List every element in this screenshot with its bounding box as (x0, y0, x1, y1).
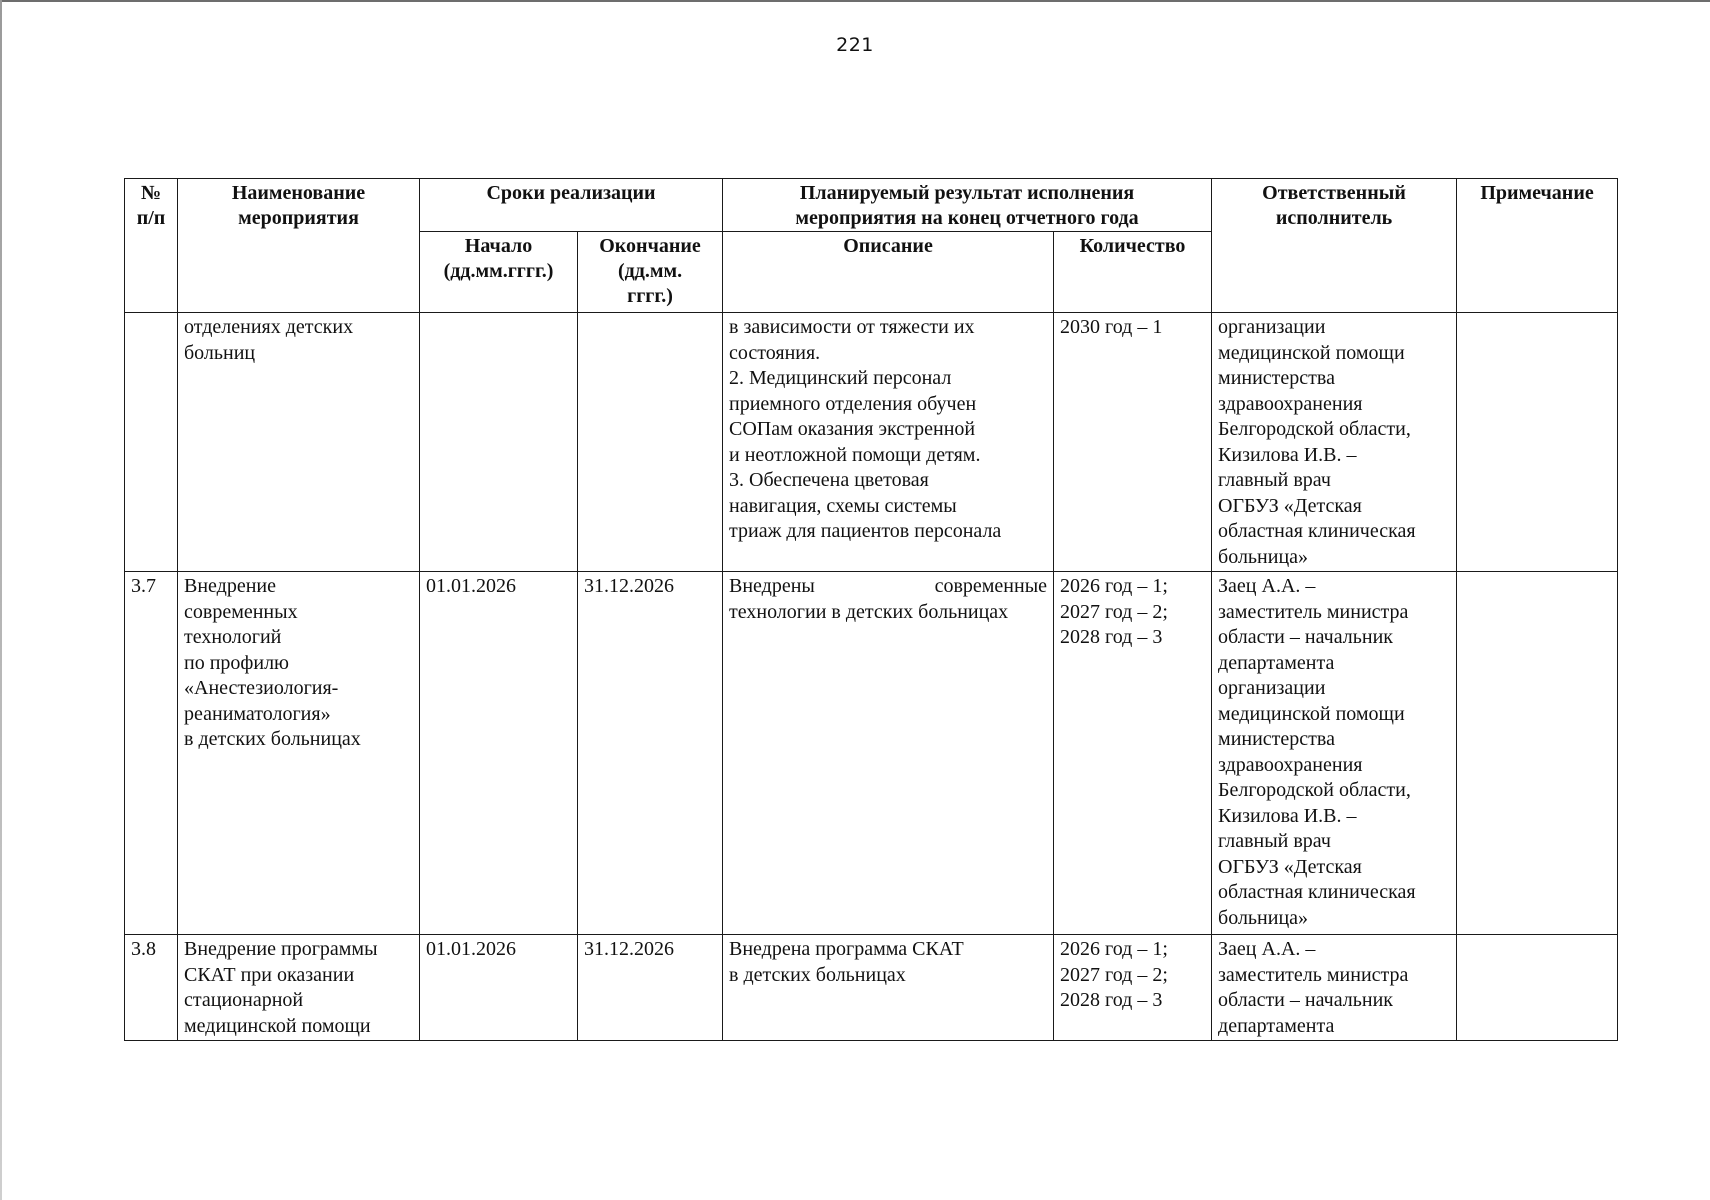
description-second-line: технологии в детских больницах (729, 600, 1009, 623)
cell-quantity: 2026 год – 1; 2027 год – 2; 2028 год – 3 (1054, 572, 1212, 935)
cell-end: 31.12.2026 (578, 935, 723, 1041)
cell-note (1457, 935, 1618, 1041)
table-row (125, 313, 1618, 572)
cell-note (1457, 313, 1618, 572)
header-start: Начало (дд.мм.гггг.) (420, 232, 578, 313)
cell-responsible: организации медицинской помощи министерства здравоохранения Белгородской области, Кизилова И.В. – главный врач ОГБУЗ «Детская областная клиническая больница» (1212, 313, 1457, 572)
cell-start (420, 313, 578, 572)
cell-description: в зависимости от тяжести их состояния. 2. Медицинский персонал приемного отделения обучен СОПам оказания экстренной и неотложной помощи детям. 3. Обеспечена цветовая навигация, схемы системы триаж для пациентов персонала (723, 313, 1054, 572)
header-row-1 (125, 179, 1618, 232)
plan-table (124, 178, 1618, 1041)
cell-responsible: Заец А.А. – заместитель министра области – начальник департамента организации медицинской помощи министерства здравоохранения Белгородской области, Кизилова И.В. – главный врач ОГБУЗ «Детская областная клиническая больница» (1212, 572, 1457, 935)
cell-description (723, 572, 1054, 935)
cell-quantity: 2026 год – 1; 2027 год – 2; 2028 год – 3 (1054, 935, 1212, 1041)
cell-num: 3.8 (125, 935, 178, 1041)
cell-start: 01.01.2026 (420, 572, 578, 935)
table-row (125, 572, 1618, 935)
header-quantity: Количество (1054, 232, 1212, 313)
page-number: 221 (836, 34, 874, 56)
cell-description: Внедрена программа СКАТ в детских больницах (723, 935, 1054, 1041)
header-responsible: Ответственный исполнитель (1212, 179, 1457, 313)
cell-name: Внедрение современных технологий по профилю «Анестезиология- реаниматология» в детских больницах (178, 572, 420, 935)
header-description: Описание (723, 232, 1054, 313)
cell-end: 31.12.2026 (578, 572, 723, 935)
header-end: Окончание (дд.мм. гггг.) (578, 232, 723, 313)
header-note: Примечание (1457, 179, 1618, 313)
scan-edge-left (0, 0, 2, 1200)
cell-num: 3.7 (125, 572, 178, 935)
cell-num (125, 313, 178, 572)
cell-quantity: 2030 год – 1 (1054, 313, 1212, 572)
description-word: Внедрены (729, 575, 815, 597)
cell-name: отделениях детских больниц (178, 313, 420, 572)
description-word: современные (934, 575, 1048, 597)
cell-name: Внедрение программы СКАТ при оказании стационарной медицинской помощи (178, 935, 420, 1041)
header-name: Наименование мероприятия (178, 179, 420, 313)
cell-responsible: Заец А.А. – заместитель министра области – начальник департамента (1212, 935, 1457, 1041)
header-result: Планируемый результат исполнения мероприятия на конец отчетного года (723, 179, 1212, 232)
scan-edge-top (0, 0, 1710, 2)
header-num: № п/п (125, 179, 178, 313)
table-row (125, 935, 1618, 1041)
description-first-line (729, 574, 1047, 600)
header-terms: Сроки реализации (420, 179, 723, 232)
cell-end (578, 313, 723, 572)
cell-note (1457, 572, 1618, 935)
cell-start: 01.01.2026 (420, 935, 578, 1041)
